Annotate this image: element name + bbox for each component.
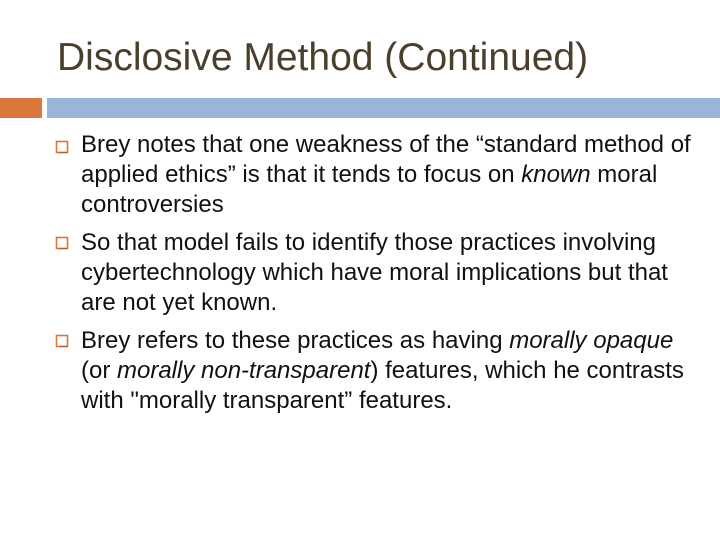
hollow-square-icon xyxy=(55,140,69,154)
text-run: Brey notes that one weakness of the “standard method of applied ethics” is that it tends to focus on xyxy=(81,131,691,188)
bullet-item-3 xyxy=(81,326,701,416)
accent-bar-orange xyxy=(0,98,42,118)
text-run: So that model fails to identify those practices involving cybertechnology which have moral implications but that are not yet known. xyxy=(81,229,668,316)
italic-text-run: known xyxy=(521,161,591,188)
hollow-square-icon xyxy=(55,334,69,348)
text-run: (or xyxy=(81,357,117,384)
text-run: moral controversies xyxy=(81,161,658,218)
italic-text-run: morally non-transparent xyxy=(117,357,371,384)
bullet-item-2 xyxy=(81,228,701,318)
italic-text-run: morally opaque xyxy=(509,327,674,354)
hollow-square-icon xyxy=(55,236,69,250)
slide-title: Disclosive Method (Continued) xyxy=(57,36,589,79)
text-run: Brey refers to these practices as having xyxy=(81,327,510,354)
text-run: ) features, which he contrasts with "morally transparent” features. xyxy=(81,357,684,414)
bullet-item-1 xyxy=(81,130,701,220)
accent-bar-blue xyxy=(47,98,720,118)
